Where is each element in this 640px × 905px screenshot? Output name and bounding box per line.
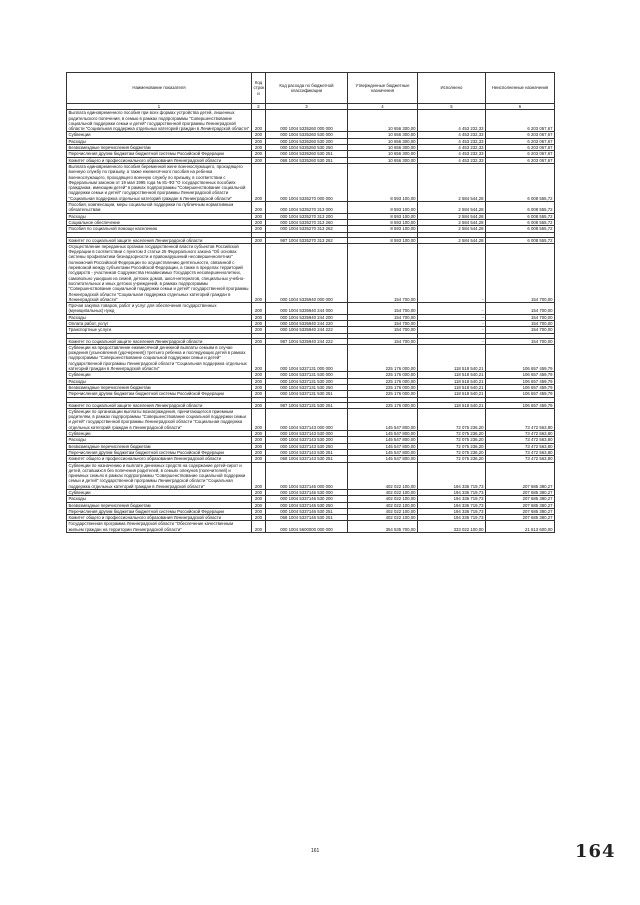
row-line-code: 200: [252, 378, 266, 384]
row-executed: 2 584 544,28: [418, 213, 486, 219]
row-executed: 4 453 232,33: [418, 138, 486, 144]
row-executed: 2 584 544,28: [418, 237, 486, 243]
row-line-code: 200: [252, 391, 266, 397]
row-name: Комитет по социальной защите населения Ленинградской области: [67, 402, 252, 408]
row-name: Комитет общего и профессионального образования Ленинградской области: [67, 157, 252, 163]
row-approved: 225 176 000,00: [348, 402, 418, 408]
row-approved: 354 535 700,00: [348, 521, 418, 533]
row-executed: -: [418, 243, 486, 302]
row-executed: 2 584 544,28: [418, 226, 486, 232]
row-line-code: 200: [252, 449, 266, 455]
row-approved: 402 022 100,00: [348, 496, 418, 502]
row-approved: 8 593 100,00: [348, 163, 418, 201]
row-unexecuted: 6 008 555,72: [486, 202, 555, 214]
row-unexecuted: 6 203 067,67: [486, 110, 555, 132]
row-executed: -: [418, 338, 486, 344]
header-executed: Исполнено: [418, 73, 486, 104]
row-name: Выплата единовременного пособия при всех формах устройства детей, лишенных родительского попечения, в семью в рамках подпрограммы "Совершенствование социальной поддержки семьи и детей" государственной программы Ленинградской области "Социальная поддержка отдельных категорий граждан в Ленинградской области": [67, 110, 252, 132]
header-kbk: Код расхода по бюджетной классификации: [266, 73, 348, 104]
row-approved: 10 656 300,00: [348, 110, 418, 132]
row-executed: 72 075 236,20: [418, 437, 486, 443]
row-name: Государственная программа Ленинградской области "Обеспечение качественным жильем граждан на территории Ленинградской области": [67, 521, 252, 533]
row-unexecuted: 73 472 563,80: [486, 456, 555, 462]
row-line-code: 200: [252, 237, 266, 243]
row-line-code: 200: [252, 502, 266, 508]
row-executed: 118 518 540,21: [418, 344, 486, 371]
row-unexecuted: 6 008 555,72: [486, 237, 555, 243]
row-executed: 72 075 236,20: [418, 449, 486, 455]
table-row: [67, 344, 555, 371]
row-line-code: 200: [252, 303, 266, 315]
row-line-code: 200: [252, 226, 266, 232]
row-executed: 118 518 540,21: [418, 402, 486, 408]
row-kbk: 000 1004 5337146 530 251: [266, 508, 348, 514]
page-number: 161: [311, 848, 320, 854]
row-line-code: 200: [252, 320, 266, 326]
row-kbk: 000 1004 5337143 530 250: [266, 443, 348, 449]
row-line-code: 200: [252, 314, 266, 320]
row-executed: -: [418, 327, 486, 333]
row-kbk: 000 1004 5335260 000 000: [266, 110, 348, 132]
row-name: Расходы: [67, 496, 252, 502]
row-unexecuted: 6 203 067,67: [486, 151, 555, 157]
row-executed: 72 075 236,20: [418, 431, 486, 437]
row-kbk: 000 1004 5335260 530 000: [266, 132, 348, 138]
row-unexecuted: 73 472 563,80: [486, 408, 555, 430]
row-unexecuted: 73 472 563,80: [486, 443, 555, 449]
row-line-code: 200: [252, 213, 266, 219]
row-kbk: 000 1004 5337143 530 200: [266, 437, 348, 443]
row-executed: 4 453 232,33: [418, 151, 486, 157]
column-number: 2: [252, 104, 266, 110]
row-unexecuted: 6 008 555,72: [486, 219, 555, 225]
row-kbk: 000 1004 5337131 530 250: [266, 384, 348, 390]
row-line-code: 200: [252, 508, 266, 514]
row-executed: 118 518 540,21: [418, 378, 486, 384]
row-name: Социальное обеспечение: [67, 219, 252, 225]
row-unexecuted: 207 685 380,27: [486, 515, 555, 521]
table-row: [67, 226, 555, 232]
row-unexecuted: 106 657 459,79: [486, 372, 555, 378]
table-row: [67, 157, 555, 163]
row-approved: 154 700,00: [348, 338, 418, 344]
column-number: 3: [266, 104, 348, 110]
row-unexecuted: 154 700,00: [486, 243, 555, 302]
row-kbk: 000 1004 5335940 244 000: [266, 303, 348, 315]
table-row: [67, 303, 555, 315]
table-row: [67, 384, 555, 390]
row-executed: -: [418, 303, 486, 315]
row-kbk: 000 1004 5337131 530 200: [266, 378, 348, 384]
row-kbk: 000 1004 5335940 244 200: [266, 314, 348, 320]
row-approved: 154 700,00: [348, 320, 418, 326]
row-name: Субвенции: [67, 372, 252, 378]
row-unexecuted: 207 685 380,27: [486, 490, 555, 496]
table-row: [67, 449, 555, 455]
column-number: 6: [486, 104, 555, 110]
row-kbk: 000 1004 5335270 313 262: [266, 226, 348, 232]
row-kbk: 000 1004 5335260 530 250: [266, 145, 348, 151]
row-kbk: 000 1004 5337143 530 251: [266, 449, 348, 455]
row-approved: 8 593 100,00: [348, 237, 418, 243]
row-name: Безвозмездные перечисления бюджетам: [67, 145, 252, 151]
row-line-code: 200: [252, 490, 266, 496]
row-approved: 145 547 800,00: [348, 437, 418, 443]
table-row: [67, 508, 555, 514]
row-line-code: 200: [252, 431, 266, 437]
row-kbk: 068 1004 5337146 530 251: [266, 515, 348, 521]
row-approved: 10 656 300,00: [348, 138, 418, 144]
row-line-code: 200: [252, 496, 266, 502]
row-name: Безвозмездные перечисления бюджетам: [67, 384, 252, 390]
handwritten-page-stamp: 164: [575, 841, 616, 862]
row-executed: 72 075 236,20: [418, 408, 486, 430]
row-kbk: 068 1004 5337143 530 251: [266, 456, 348, 462]
table-row: [67, 151, 555, 157]
row-line-code: 200: [252, 151, 266, 157]
row-name: Комитет общего и профессионального образования Ленинградской области: [67, 456, 252, 462]
row-executed: 4 453 232,33: [418, 145, 486, 151]
row-name: Комитет по социальной защите населения Ленинградской области: [67, 338, 252, 344]
table-row: [67, 163, 555, 201]
row-executed: 2 584 544,28: [418, 219, 486, 225]
row-line-code: 200: [252, 443, 266, 449]
table-row: [67, 456, 555, 462]
row-name: Пособия по социальной помощи населению: [67, 226, 252, 232]
row-executed: 4 453 232,33: [418, 157, 486, 163]
row-approved: 8 593 100,00: [348, 202, 418, 214]
row-approved: 225 176 000,00: [348, 384, 418, 390]
row-executed: 333 022 100,00: [418, 521, 486, 533]
row-name: Субвенции на предоставление ежемесячной денежной выплаты семьям в случае рождения (усыновления (удочерения)) третьего ребенка и последующих детей в рамках подпрограммы "Совершенствование социальной поддержки семьи и детей" государственной программы Ленинградской области "Социальная поддержка отдельных категорий граждан в Ленинградской области": [67, 344, 252, 371]
row-unexecuted: 6 008 555,72: [486, 163, 555, 201]
header-line-code: Код строк и: [252, 73, 266, 104]
report-page: [66, 72, 554, 533]
row-line-code: 200: [252, 521, 266, 533]
row-approved: 10 656 300,00: [348, 145, 418, 151]
row-name: Перечисления другим бюджетам бюджетной системы Российской Федерации: [67, 391, 252, 397]
row-name: Расходы: [67, 213, 252, 219]
row-kbk: 000 1004 5600000 000 000: [266, 521, 348, 533]
row-kbk: 000 1004 5337146 530 200: [266, 496, 348, 502]
row-executed: 72 075 236,20: [418, 443, 486, 449]
row-name: Выплата единовременного пособия беременной жене военнослужащего, проходящего военную службу по призыву, а также ежемесячного пособия на ребенка военнослужащего, проходящего военную службу по призыву, в соответствии с Федеральным законом от 19 мая 1995 года № 81-ФЗ "О государственных пособиях гражданам, имеющим детей" в рамках подпрограммы "Совершенствование социальной поддержки семьи и детей" государственной программы Ленинградской области "Социальная поддержка отдельных категорий граждан в Ленинградской области": [67, 163, 252, 201]
row-executed: 4 453 232,33: [418, 132, 486, 138]
row-kbk: 000 1004 5335940 000 000: [266, 243, 348, 302]
row-unexecuted: 6 008 555,72: [486, 213, 555, 219]
row-unexecuted: 73 472 563,80: [486, 431, 555, 437]
row-name: Субвенции по организации выплаты вознаграждения, причитающегося приемным родителям, в рамках подпрограммы "Совершенствование социальной поддержки семьи и детей" государственной программы Ленинградской области "Социальная поддержка отдельных категорий граждан в Ленинградской области": [67, 408, 252, 430]
row-line-code: 200: [252, 132, 266, 138]
row-name: Комитет по социальной защите населения Ленинградской области: [67, 237, 252, 243]
row-kbk: 000 1004 5335940 244 222: [266, 327, 348, 333]
row-line-code: 200: [252, 462, 266, 489]
row-kbk: 000 1004 5337131 530 251: [266, 391, 348, 397]
row-name: Субвенции по назначению и выплате денежных средств на содержание детей-сирот и детей, оставшихся без попечения родителей, в семьях опекунов (попечителей) и приемных семьях в рамках подпрограммы "Совершенствование социальной поддержки семьи и детей" государственной программы Ленинградской области "Социальная поддержка отдельных категорий граждан в Ленинградской области": [67, 462, 252, 489]
row-unexecuted: 21 513 600,00: [486, 521, 555, 533]
row-name: Осуществление переданных органам государственной власти субъектов Российской Федерации в соответствии с пунктом 3 статьи 25 Федерального закона "Об основах системы профилактики безнадзорности и правонарушений несовершеннолетних" полномочий Российской Федерации по осуществлению деятельности, связанной с перевозкой между субъектами Российской Федерации, а также в пределах территорий государств - участников Содружества Независимых Государств несовершеннолетних, самовольно ушедших из семей, детских домов, школ-интернатов, специальных учебно-воспитательных и иных детских учреждений, в рамках подпрограммы "Совершенствование социальной поддержки семьи и детей" государственной программы Ленинградской области "Социальная поддержка отдельных категорий граждан в Ленинградской области": [67, 243, 252, 302]
table-row: [67, 402, 555, 408]
row-executed: -: [418, 320, 486, 326]
header-approved: Утвержденные бюджетные назначения: [348, 73, 418, 104]
row-unexecuted: 207 685 380,27: [486, 508, 555, 514]
column-number: 4: [348, 104, 418, 110]
row-line-code: 200: [252, 456, 266, 462]
row-approved: 154 700,00: [348, 303, 418, 315]
row-executed: 2 584 544,28: [418, 163, 486, 201]
row-unexecuted: 106 657 459,79: [486, 378, 555, 384]
row-line-code: 200: [252, 163, 266, 201]
row-kbk: 987 1004 5335940 244 222: [266, 338, 348, 344]
row-name: Перечисления другим бюджетам бюджетной системы Российской Федерации: [67, 449, 252, 455]
row-executed: 194 336 719,73: [418, 490, 486, 496]
table-row: [67, 502, 555, 508]
row-executed: -: [418, 314, 486, 320]
row-kbk: 000 1004 5337131 530 000: [266, 372, 348, 378]
header-name: Наименование показателя: [67, 73, 252, 104]
row-name: Субвенции: [67, 490, 252, 496]
row-executed: 118 518 540,21: [418, 391, 486, 397]
row-approved: 145 547 800,00: [348, 408, 418, 430]
row-executed: 194 336 719,73: [418, 496, 486, 502]
row-kbk: 000 1004 5335270 000 000: [266, 163, 348, 201]
row-executed: 72 075 236,20: [418, 456, 486, 462]
row-unexecuted: 6 203 067,67: [486, 145, 555, 151]
row-line-code: 200: [252, 515, 266, 521]
row-unexecuted: 106 657 459,79: [486, 384, 555, 390]
table-row: [67, 237, 555, 243]
row-unexecuted: 154 700,00: [486, 338, 555, 344]
row-unexecuted: 106 657 459,79: [486, 344, 555, 371]
row-approved: 145 547 800,00: [348, 443, 418, 449]
row-kbk: 000 1004 5337146 530 250: [266, 502, 348, 508]
table-row: [67, 462, 555, 489]
row-kbk: 000 1004 5335270 313 260: [266, 219, 348, 225]
row-line-code: 200: [252, 372, 266, 378]
row-name: Пособия, компенсации, меры социальной поддержки по публичным нормативным обязательствам: [67, 202, 252, 214]
row-approved: 154 700,00: [348, 327, 418, 333]
row-name: Комитет общего и профессионального образования Ленинградской области: [67, 515, 252, 521]
row-approved: 225 176 000,00: [348, 344, 418, 371]
row-kbk: 000 1004 5335270 313 200: [266, 213, 348, 219]
row-executed: 118 518 540,21: [418, 372, 486, 378]
row-approved: 225 176 000,00: [348, 391, 418, 397]
column-number: 1: [67, 104, 252, 110]
row-unexecuted: 6 008 555,72: [486, 226, 555, 232]
row-approved: 8 593 100,00: [348, 219, 418, 225]
row-executed: 194 336 719,73: [418, 502, 486, 508]
row-unexecuted: 154 700,00: [486, 327, 555, 333]
table-row: [67, 515, 555, 521]
row-unexecuted: 73 472 563,80: [486, 449, 555, 455]
row-kbk: 000 1004 5337146 000 000: [266, 462, 348, 489]
row-line-code: 200: [252, 138, 266, 144]
row-line-code: 200: [252, 157, 266, 163]
row-line-code: 200: [252, 437, 266, 443]
row-approved: 225 176 000,00: [348, 372, 418, 378]
row-kbk: 000 1004 5337131 000 000: [266, 344, 348, 371]
table-body: [67, 110, 555, 533]
row-executed: 4 453 232,33: [418, 110, 486, 132]
row-line-code: 200: [252, 219, 266, 225]
row-name: Расходы: [67, 138, 252, 144]
table-row: [67, 145, 555, 151]
row-approved: 225 176 000,00: [348, 378, 418, 384]
row-name: Перечисления другим бюджетам бюджетной системы Российской Федерации: [67, 508, 252, 514]
table-header-row: [67, 73, 555, 104]
row-line-code: 200: [252, 110, 266, 132]
row-line-code: 200: [252, 338, 266, 344]
row-unexecuted: 6 203 067,67: [486, 157, 555, 163]
row-name: Перечисления другим бюджетам бюджетной системы Российской Федерации: [67, 151, 252, 157]
row-line-code: 200: [252, 344, 266, 371]
row-name: Расходы: [67, 314, 252, 320]
row-line-code: 200: [252, 384, 266, 390]
row-approved: 8 593 100,00: [348, 226, 418, 232]
row-unexecuted: 73 472 563,80: [486, 437, 555, 443]
row-unexecuted: 207 685 380,27: [486, 496, 555, 502]
row-approved: 402 022 100,00: [348, 508, 418, 514]
row-unexecuted: 6 203 067,67: [486, 138, 555, 144]
budget-table: [66, 72, 555, 533]
row-name: Прочая закупка товаров, работ и услуг для обеспечения государственных (муниципальных) нужд: [67, 303, 252, 315]
row-approved: 402 022 100,00: [348, 515, 418, 521]
table-row: [67, 338, 555, 344]
row-unexecuted: 207 685 380,27: [486, 462, 555, 489]
row-line-code: 200: [252, 327, 266, 333]
row-executed: 194 336 719,73: [418, 462, 486, 489]
table-row: [67, 110, 555, 132]
row-line-code: 200: [252, 408, 266, 430]
row-kbk: 987 1004 5335270 313 262: [266, 237, 348, 243]
row-unexecuted: 154 700,00: [486, 314, 555, 320]
row-kbk: 987 1004 5337131 530 251: [266, 402, 348, 408]
table-row: [67, 202, 555, 214]
column-number: 5: [418, 104, 486, 110]
table-row: [67, 408, 555, 430]
table-row: [67, 391, 555, 397]
row-name: Транспортные услуги: [67, 327, 252, 333]
row-approved: 10 656 300,00: [348, 132, 418, 138]
row-kbk: 000 1004 5335260 530 251: [266, 151, 348, 157]
row-approved: 145 547 800,00: [348, 431, 418, 437]
row-kbk: 000 1004 5335260 530 200: [266, 138, 348, 144]
row-line-code: 200: [252, 243, 266, 302]
row-line-code: 200: [252, 202, 266, 214]
row-kbk: 000 1004 5335270 313 000: [266, 202, 348, 214]
row-line-code: 200: [252, 145, 266, 151]
row-approved: 10 656 300,00: [348, 157, 418, 163]
row-name: Субвенции: [67, 431, 252, 437]
row-unexecuted: 154 700,00: [486, 303, 555, 315]
row-name: Расходы: [67, 378, 252, 384]
row-name: Оплата работ, услуг: [67, 320, 252, 326]
table-row: [67, 243, 555, 302]
row-approved: 402 022 100,00: [348, 462, 418, 489]
row-kbk: 000 1004 5337143 000 000: [266, 408, 348, 430]
row-executed: 194 336 719,73: [418, 515, 486, 521]
row-unexecuted: 207 685 380,27: [486, 502, 555, 508]
row-name: Субвенции: [67, 132, 252, 138]
row-approved: 145 547 800,00: [348, 449, 418, 455]
row-kbk: 000 1004 5337143 530 000: [266, 431, 348, 437]
row-approved: 10 656 300,00: [348, 151, 418, 157]
table-row: [67, 521, 555, 533]
row-line-code: 200: [252, 402, 266, 408]
row-approved: 8 593 100,00: [348, 213, 418, 219]
row-approved: 145 547 800,00: [348, 456, 418, 462]
row-approved: 402 022 100,00: [348, 502, 418, 508]
row-name: Безвозмездные перечисления бюджетам: [67, 443, 252, 449]
header-unexecuted: Неисполненные назначения: [486, 73, 555, 104]
row-unexecuted: 106 657 459,79: [486, 391, 555, 397]
row-name: Безвозмездные перечисления бюджетам: [67, 502, 252, 508]
row-approved: 402 022 100,00: [348, 490, 418, 496]
row-kbk: 000 1004 5335940 244 220: [266, 320, 348, 326]
table-row: [67, 443, 555, 449]
row-executed: 118 518 540,21: [418, 384, 486, 390]
row-kbk: 000 1004 5337146 530 000: [266, 490, 348, 496]
row-unexecuted: 154 700,00: [486, 320, 555, 326]
row-kbk: 068 1004 5335260 530 251: [266, 157, 348, 163]
row-unexecuted: 6 203 067,67: [486, 132, 555, 138]
row-name: Расходы: [67, 437, 252, 443]
row-executed: 194 336 719,73: [418, 508, 486, 514]
row-approved: 154 700,00: [348, 314, 418, 320]
row-unexecuted: 106 657 459,79: [486, 402, 555, 408]
row-executed: 2 584 544,28: [418, 202, 486, 214]
row-approved: 154 700,00: [348, 243, 418, 302]
